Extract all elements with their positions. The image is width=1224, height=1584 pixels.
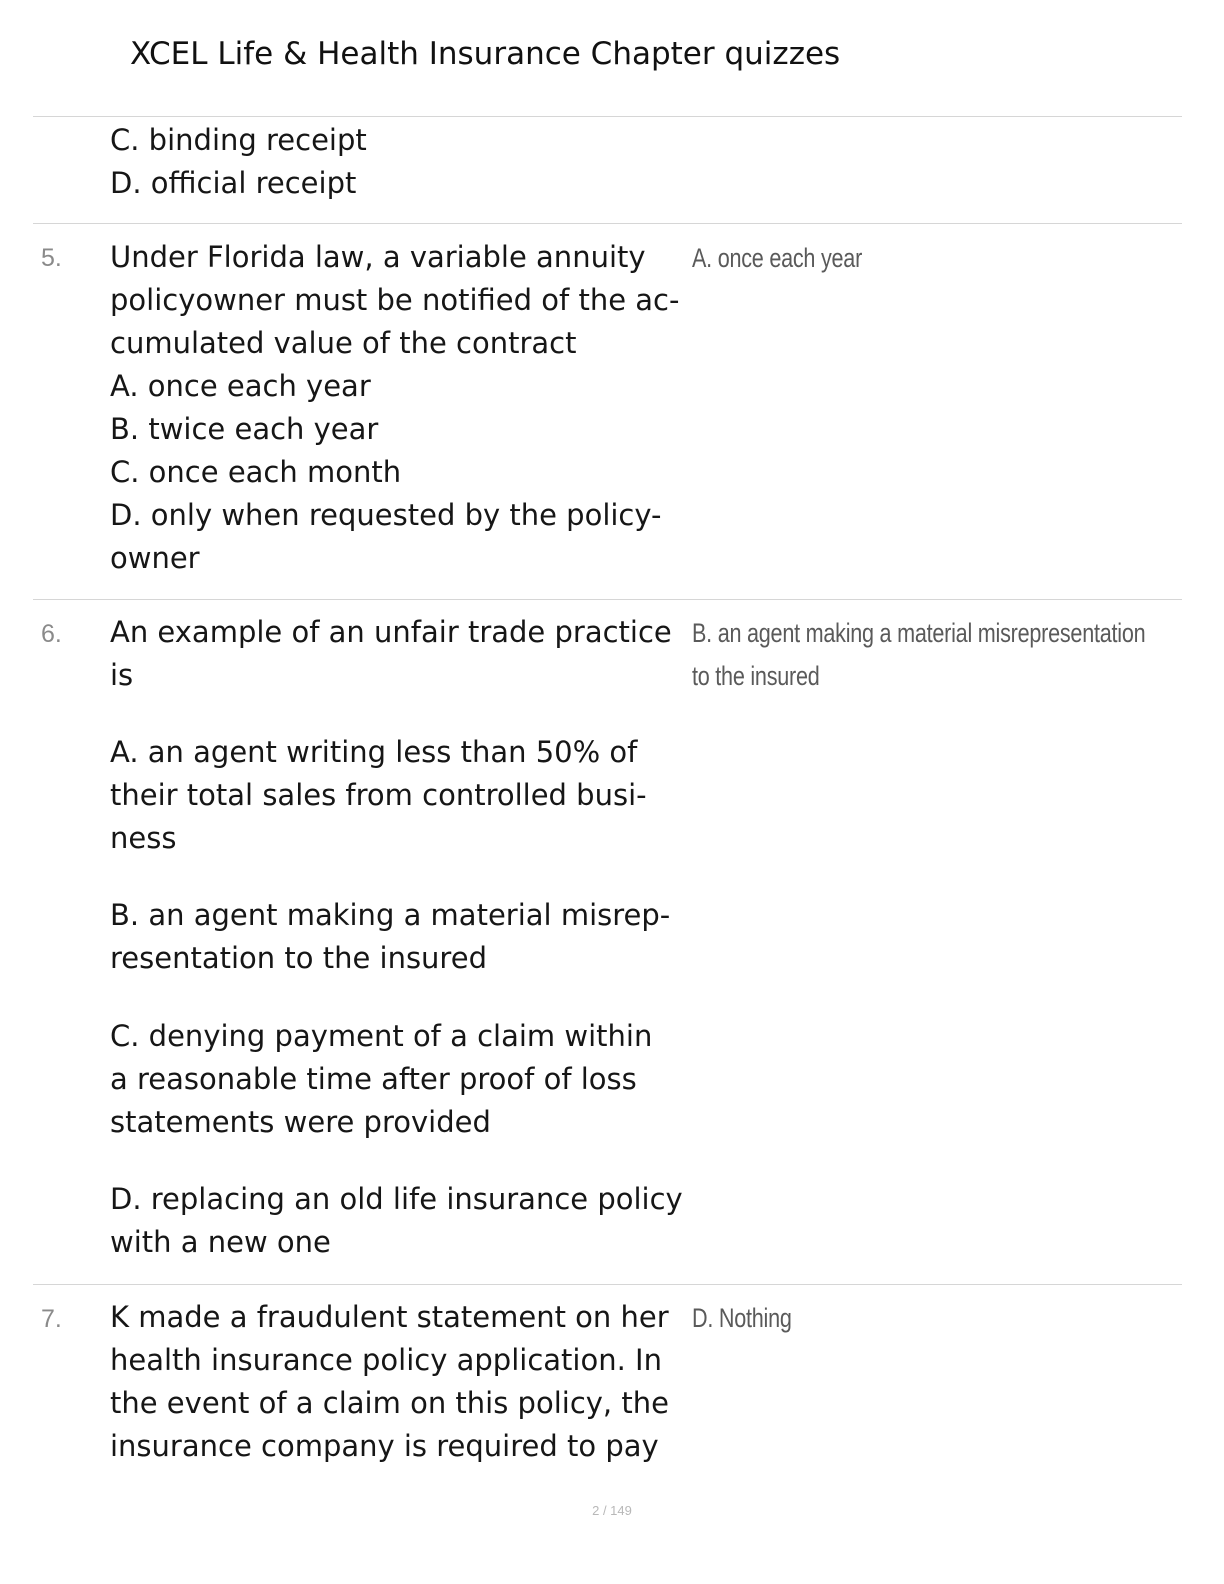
divider bbox=[33, 1284, 1182, 1285]
divider bbox=[33, 599, 1182, 600]
option-text: ness bbox=[110, 821, 177, 855]
answer-line: B. an agent making a material misrepresentation bbox=[692, 618, 1146, 648]
page-title: XCEL Life & Health Insurance Chapter quizzes bbox=[130, 36, 841, 72]
option-text: resentation to the insured bbox=[110, 941, 487, 975]
question-line: policyowner must be notified of the ac- bbox=[110, 283, 680, 317]
question-line: cumulated value of the contract bbox=[110, 326, 577, 360]
option-text: D. only when requested by the policy- bbox=[110, 498, 662, 532]
option-text: C. binding receipt bbox=[110, 123, 367, 157]
continued-options bbox=[110, 119, 695, 205]
answer-text bbox=[692, 612, 1146, 698]
option-text: statements were provided bbox=[110, 1105, 491, 1139]
question-line: An example of an unfair trade practice bbox=[110, 615, 672, 649]
question-number: 6. bbox=[41, 620, 62, 648]
option-text: C. denying payment of a claim within bbox=[110, 1019, 653, 1053]
question-line: insurance company is required to pay bbox=[110, 1429, 659, 1463]
option-text: A. once each year bbox=[110, 369, 371, 403]
option-text: A. an agent writing less than 50% of bbox=[110, 735, 638, 769]
answer-text bbox=[692, 1297, 1076, 1340]
answer-text bbox=[692, 237, 1076, 280]
question-line: health insurance policy application. In bbox=[110, 1343, 662, 1377]
option-text: C. once each month bbox=[110, 455, 402, 489]
divider bbox=[33, 223, 1182, 224]
option-text: their total sales from controlled busi- bbox=[110, 778, 647, 812]
question-line: is bbox=[110, 658, 134, 692]
option-text: D. replacing an old life insurance policy bbox=[110, 1182, 683, 1216]
question-line: Under Florida law, a variable annuity bbox=[110, 240, 646, 274]
option-text: owner bbox=[110, 541, 200, 575]
question-text bbox=[110, 611, 695, 697]
divider bbox=[33, 116, 1182, 117]
option-text: D. official receipt bbox=[110, 166, 357, 200]
answer-line: to the insured bbox=[692, 661, 820, 691]
option-block bbox=[110, 731, 695, 860]
question-number: 5. bbox=[41, 244, 62, 272]
option-text: with a new one bbox=[110, 1225, 331, 1259]
answer-line: A. once each year bbox=[692, 243, 863, 273]
answer-line: D. Nothing bbox=[692, 1303, 792, 1333]
option-block bbox=[110, 894, 695, 980]
option-block bbox=[110, 1015, 695, 1144]
question-text bbox=[110, 236, 695, 580]
option-text: a reasonable time after proof of loss bbox=[110, 1062, 637, 1096]
option-text: B. an agent making a material misrep- bbox=[110, 898, 671, 932]
option-block bbox=[110, 1178, 695, 1264]
question-number: 7. bbox=[41, 1305, 62, 1333]
option-text: B. twice each year bbox=[110, 412, 379, 446]
question-text bbox=[110, 1296, 695, 1468]
question-line: K made a fraudulent statement on her bbox=[110, 1300, 669, 1334]
page-number: 2 / 149 bbox=[592, 1503, 632, 1518]
question-line: the event of a claim on this policy, the bbox=[110, 1386, 669, 1420]
